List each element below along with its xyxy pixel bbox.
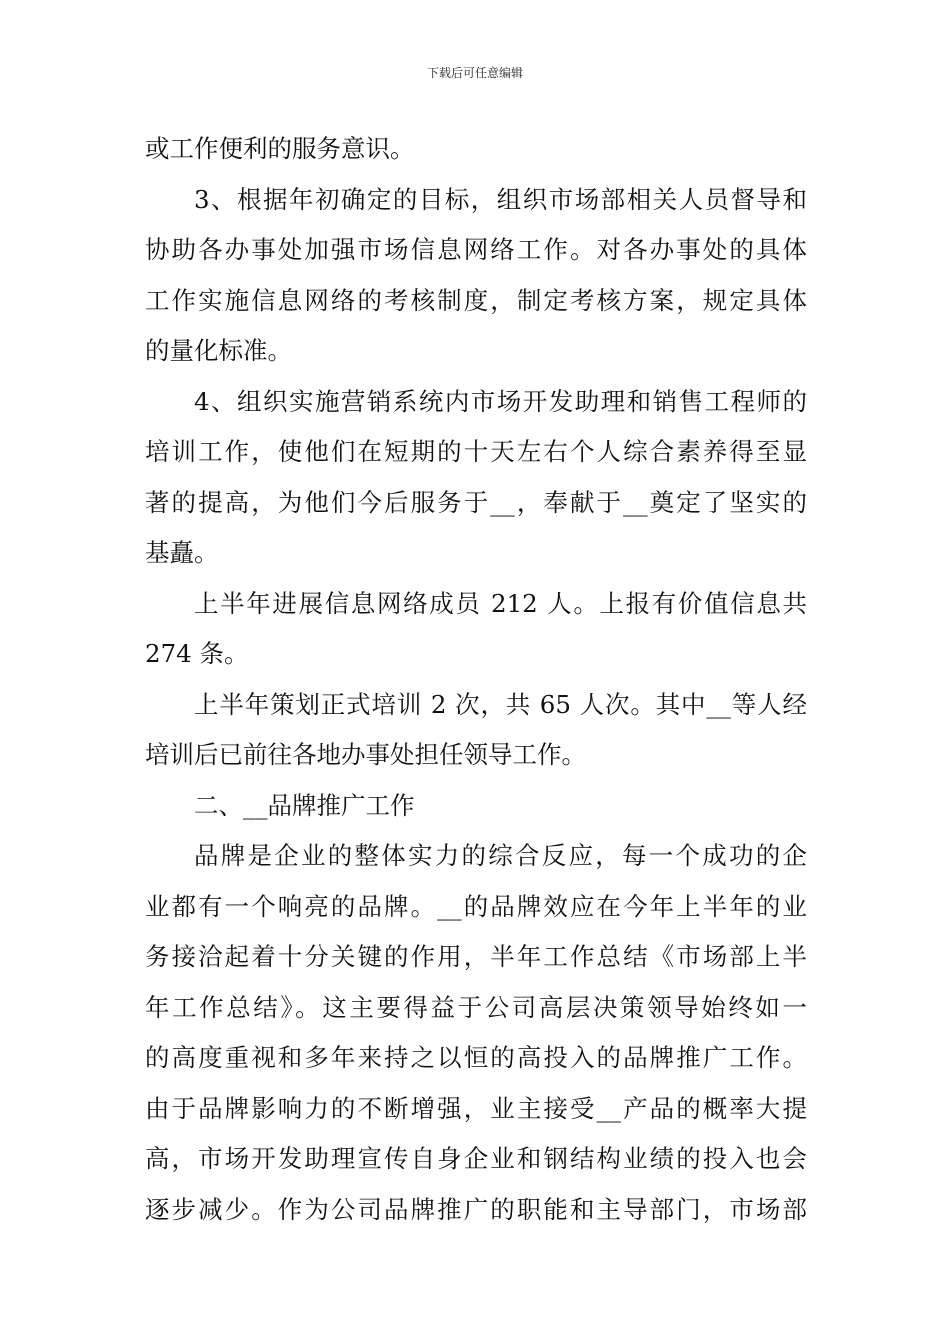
text-line: 上半年进展信息网络成员 212 人。上报有价值信息共: [194, 588, 807, 618]
text-line: 上半年策划正式培训 2 次，共 65 人次。其中__等人经: [194, 689, 807, 719]
document-body: [145, 124, 807, 1235]
text-line: 274 条。: [145, 639, 249, 668]
text-line: 高，市场开发助理宣传自身企业和钢结构业绩的投入也会: [145, 1144, 807, 1173]
text-line: 培训工作，使他们在短期的十天左右个人综合素养得至显: [145, 437, 807, 466]
text-line: 培训后已前往各地办事处担任领导工作。: [145, 740, 586, 769]
text-line: 由于品牌影响力的不断增强，业主接受__产品的概率大提: [145, 1093, 807, 1123]
page-header: 下载后可任意编辑: [426, 66, 523, 80]
text-line: 年工作总结》。这主要得益于公司高层决策领导始终如一: [145, 992, 807, 1022]
text-line: 基矗。: [145, 538, 219, 567]
text-line: 著的提高，为他们今后服务于__，奉献于__奠定了坚实的: [145, 487, 807, 517]
section-heading: 二、__品牌推广工作: [194, 790, 415, 820]
text-line: 协助各办事处加强市场信息网络工作。对各办事处的具体: [145, 235, 807, 264]
text-line: 务接洽起着十分关键的作用，半年工作总结《市场部上半: [145, 942, 807, 971]
text-line: 3、根据年初确定的目标，组织市场部相关人员督导和: [194, 184, 807, 214]
text-line: 的高度重视和多年来持之以恒的高投入的品牌推广工作。: [145, 1043, 807, 1072]
text-line: 或工作便利的服务意识。: [145, 134, 415, 163]
text-line: 工作实施信息网络的考核制度，制定考核方案，规定具体: [145, 285, 807, 315]
text-line: 品牌是企业的整体实力的综合反应，每一个成功的企: [194, 841, 807, 870]
text-line: 逐步减少。作为公司品牌推广的职能和主导部门，市场部: [145, 1194, 807, 1224]
text-line: 业都有一个响亮的品牌。__的品牌效应在今年上半年的业: [145, 891, 807, 921]
text-line: 的量化标准。: [145, 336, 292, 365]
text-line: 4、组织实施营销系统内市场开发助理和销售工程师的: [194, 386, 807, 416]
